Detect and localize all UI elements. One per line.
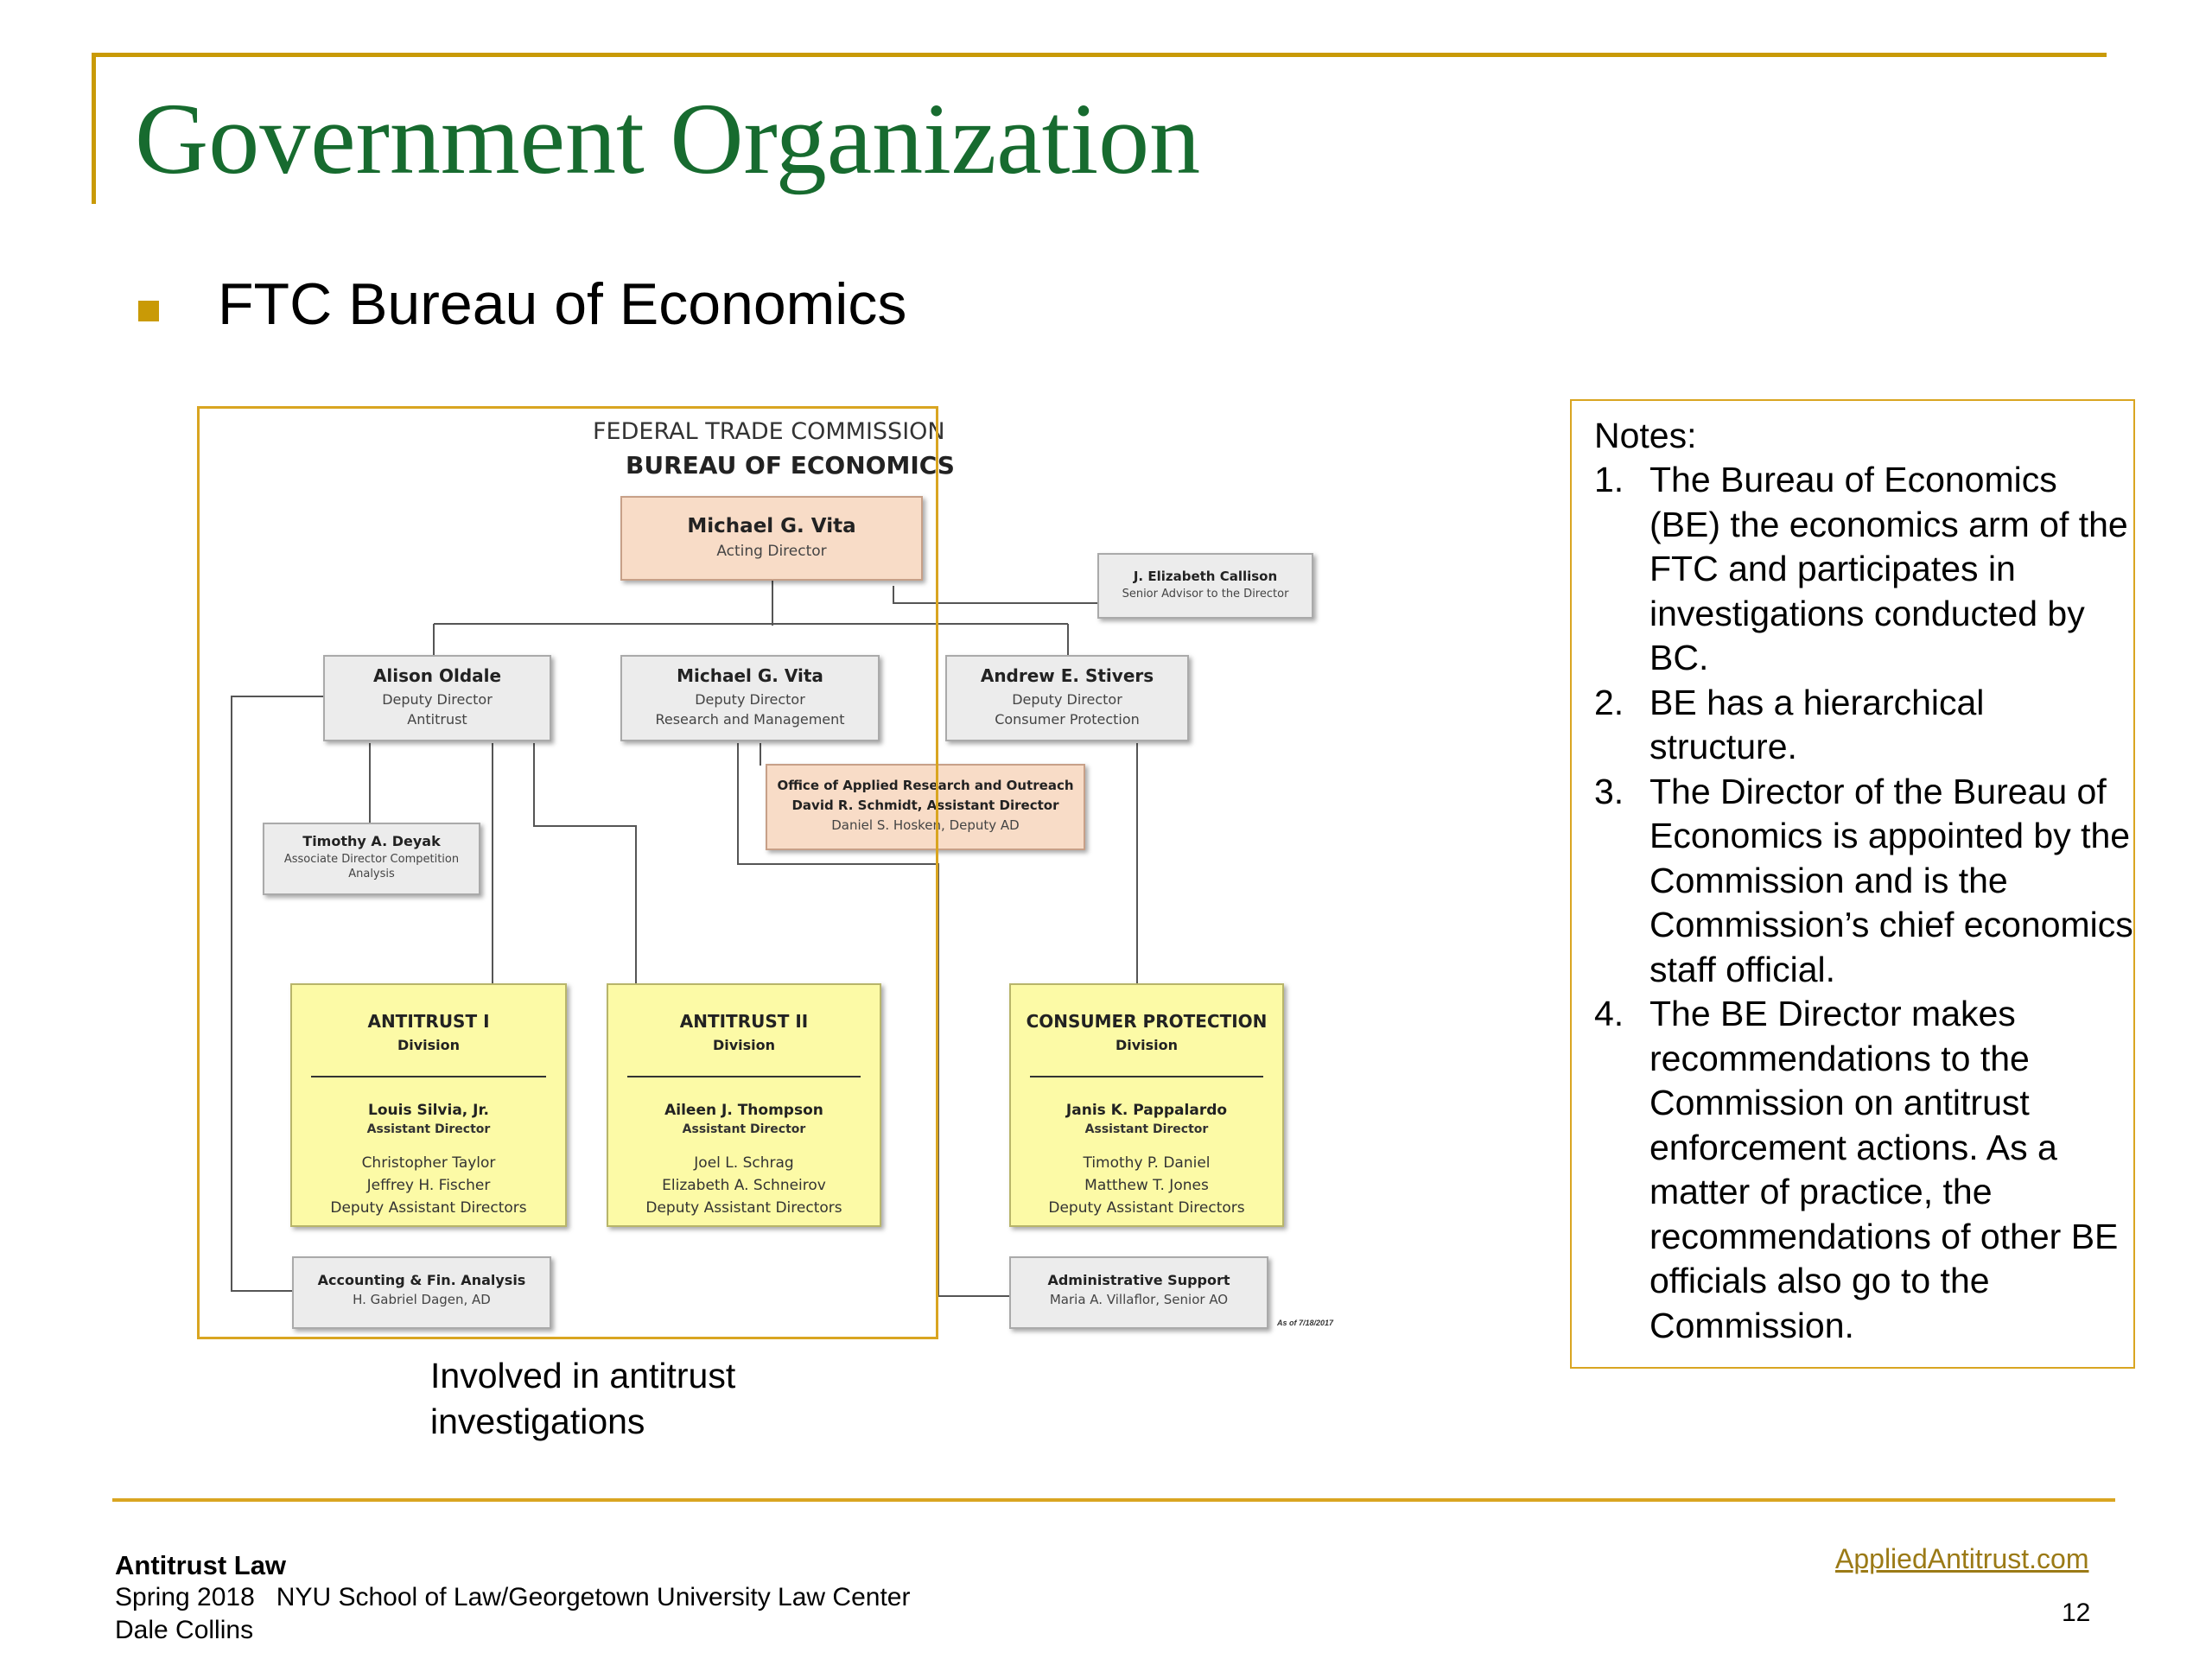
office-director: David R. Schmidt, Assistant Director [791, 798, 1059, 813]
org-chart [197, 406, 1441, 1357]
division-sub: Division [397, 1037, 461, 1053]
org-header-agency: FEDERAL TRADE COMMISSION [593, 418, 945, 445]
bullet-square-icon [138, 301, 159, 321]
note-text: BE has a hierarchical structure. [1649, 682, 1985, 766]
slide-title: Government Organization [135, 82, 1201, 195]
accounting-head: H. Gabriel Dagen, AD [353, 1292, 491, 1307]
footer-author: Dale Collins [115, 1616, 254, 1644]
as-of-date: As of 7/18/2017 [1277, 1319, 1334, 1327]
division-name: ANTITRUST I [367, 1011, 490, 1032]
deputy-title: Deputy Director [382, 691, 493, 708]
note-item [1594, 458, 2133, 681]
notes-list [1594, 458, 2133, 1348]
accounting-name: Accounting & Fin. Analysis [317, 1272, 526, 1288]
page-number: 12 [2062, 1599, 2091, 1627]
footer-website-link[interactable]: AppliedAntitrust.com [1835, 1543, 2089, 1574]
office-deputy: Daniel S. Hosken, Deputy AD [831, 817, 1020, 833]
division-ad-title: Assistant Director [1084, 1122, 1209, 1136]
division-ad-name: Janis K. Pappalardo [1065, 1102, 1228, 1119]
director-title: Acting Director [716, 543, 827, 560]
deputy-box-antitrust [323, 655, 551, 741]
associate-director-box [263, 823, 480, 895]
deputy-box-consumer [945, 655, 1189, 741]
notes-heading: Notes: [1594, 416, 1697, 455]
admin-name: Administrative Support [1047, 1272, 1230, 1288]
division-ad-name: Louis Silvia, Jr. [368, 1102, 489, 1119]
senior-advisor-box [1097, 553, 1313, 619]
director-box [620, 496, 923, 581]
note-number: 2. [1594, 682, 1624, 722]
antitrust-caption: Involved in antitrust investigations [430, 1356, 736, 1441]
footer-course: Antitrust Law [115, 1550, 287, 1580]
division-ad-name: Aileen J. Thompson [664, 1102, 823, 1119]
division-antitrust-2 [607, 983, 881, 1227]
division-name: ANTITRUST II [679, 1011, 809, 1032]
notes-box [1570, 399, 2135, 1369]
note-item [1594, 770, 2133, 993]
note-text: The Director of the Bureau of Economics is appointed by the Commission and is the Commission’s chief economics staff official. [1649, 771, 2133, 989]
senior-advisor-name: J. Elizabeth Callison [1133, 569, 1278, 584]
associate-director-name: Timothy A. Deyak [302, 833, 441, 849]
footer-term-school: Spring 2018 NYU School of Law/Georgetown University Law Center [115, 1583, 911, 1611]
note-text: The BE Director makes recommendations to the Commission on antitrust enforcement actions. As a matter of practice, the recommendations of other BE officials also go to the Commission. [1649, 994, 2119, 1345]
note-number: 3. [1594, 771, 1624, 811]
deputy-area: Consumer Protection [995, 711, 1140, 728]
division-name: CONSUMER PROTECTION [1026, 1011, 1268, 1032]
deputy-name: Alison Oldale [372, 665, 502, 686]
note-item [1594, 992, 2133, 1348]
admin-head: Maria A. Villaflor, Senior AO [1049, 1292, 1229, 1307]
division-deputies: Timothy P. Daniel Matthew T. Jones Deputy Assistant Directors [1048, 1154, 1245, 1217]
deputy-title: Deputy Director [695, 691, 805, 708]
note-number: 1. [1594, 460, 1624, 499]
deputy-area: Antitrust [407, 711, 467, 728]
bullet-text: FTC Bureau of Economics [218, 271, 907, 337]
associate-director-title: Associate Director Competition [283, 853, 460, 866]
deputy-title: Deputy Director [1012, 691, 1122, 708]
admin-support-box [1009, 1256, 1268, 1329]
deputy-area: Research and Management [655, 711, 845, 728]
division-divider [627, 1076, 861, 1077]
division-divider [311, 1076, 546, 1077]
director-name: Michael G. Vita [687, 515, 856, 537]
office-name: Office of Applied Research and Outreach [777, 778, 1074, 793]
note-item [1594, 681, 2133, 770]
org-header-bureau: BUREAU OF ECONOMICS [626, 451, 955, 480]
division-ad-title: Assistant Director [366, 1122, 491, 1136]
left-rule [92, 53, 96, 204]
note-text: The Bureau of Economics (BE) the economics arm of the FTC and participates in investigations conducted by BC. [1649, 460, 2128, 677]
deputy-name: Andrew E. Stivers [980, 665, 1154, 686]
division-deputies: Christopher Taylor Jeffrey H. Fischer Deputy Assistant Directors [330, 1154, 527, 1217]
top-rule [92, 53, 2107, 57]
deputy-box-research [620, 655, 880, 741]
division-antitrust-1 [290, 983, 567, 1227]
deputy-name: Michael G. Vita [677, 665, 823, 686]
footer-rule [112, 1498, 2115, 1502]
associate-director-title-2: Analysis [348, 868, 395, 880]
division-divider [1030, 1076, 1263, 1077]
office-applied-research-box [766, 764, 1085, 850]
division-sub: Division [1115, 1037, 1179, 1053]
note-number: 4. [1594, 994, 1624, 1033]
division-consumer-protection [1009, 983, 1284, 1227]
division-deputies: Joel L. Schrag Elizabeth A. Schneirov Deputy Assistant Directors [645, 1154, 842, 1217]
senior-advisor-title: Senior Advisor to the Director [1122, 588, 1289, 601]
division-ad-title: Assistant Director [682, 1122, 806, 1136]
division-sub: Division [712, 1037, 776, 1053]
accounting-box [292, 1256, 551, 1329]
